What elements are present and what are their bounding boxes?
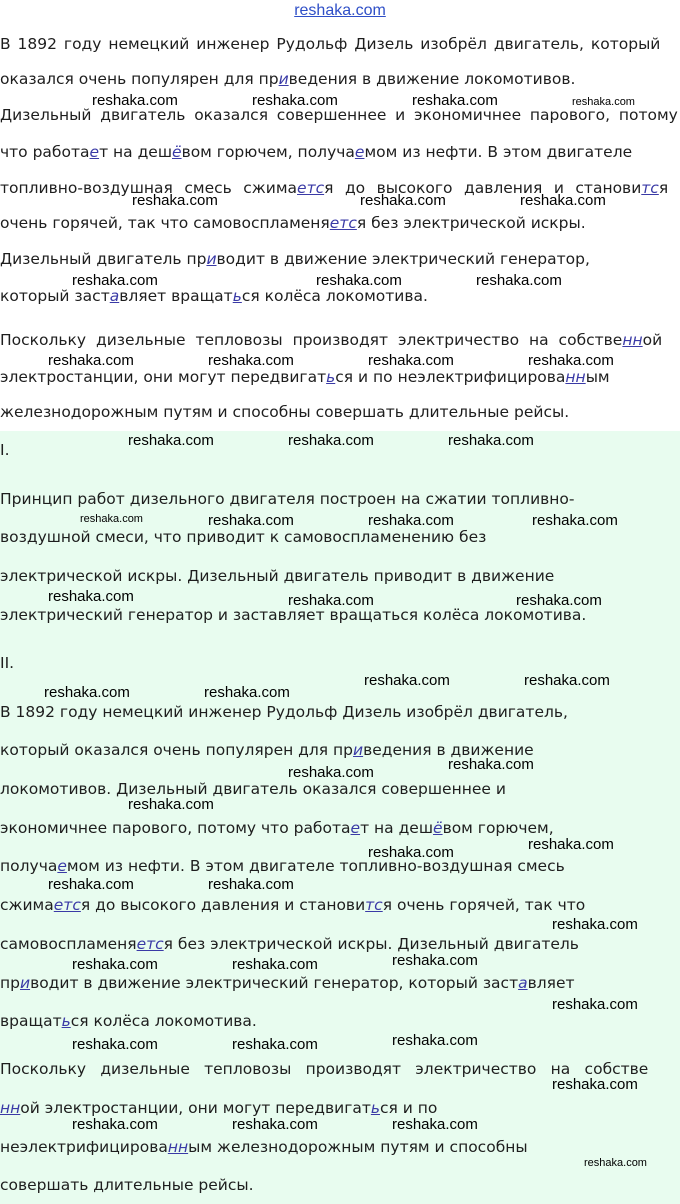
watermark: reshaka.com	[552, 996, 638, 1013]
highlighted-letters: и	[19, 974, 31, 992]
highlighted-letters: ё	[172, 143, 182, 161]
watermark: reshaka.com	[44, 684, 130, 701]
watermark: reshaka.com	[528, 352, 614, 369]
highlighted-letters: тс	[641, 179, 659, 197]
highlighted-letters: етс	[53, 896, 81, 914]
highlighted-letters: ь	[370, 1099, 381, 1117]
text-line: электрический генератор и заставляет вращаться колёса локомотива.	[0, 606, 587, 624]
highlighted-letters: ь	[326, 368, 336, 386]
watermark: reshaka.com	[368, 512, 454, 529]
highlighted-letters: етс	[297, 179, 325, 197]
text-line: В 1892 году немецкий инженер Рудольф Дизель изобрёл двигатель, который	[0, 35, 661, 53]
watermark: reshaka.com	[316, 272, 402, 289]
watermark: reshaka.com	[128, 432, 214, 449]
text-line: который заставляет вращаться колёса локомотива.	[0, 287, 428, 305]
highlighted-letters: етс	[329, 214, 357, 232]
watermark: reshaka.com	[448, 432, 534, 449]
watermark: reshaka.com	[128, 796, 214, 813]
watermark: reshaka.com	[448, 756, 534, 773]
watermark: reshaka.com	[364, 672, 450, 689]
watermark: reshaka.com	[572, 96, 635, 108]
text-line: который оказался очень популярен для приведения в движение	[0, 741, 534, 759]
highlighted-letters: а	[518, 974, 528, 992]
watermark: reshaka.com	[208, 876, 294, 893]
watermark: reshaka.com	[288, 432, 374, 449]
watermark: reshaka.com	[48, 588, 134, 605]
watermark: reshaka.com	[584, 1157, 647, 1169]
text-line: В 1892 году немецкий инженер Рудольф Дизель изобрёл двигатель,	[0, 703, 568, 721]
text-line: приводит в движение электрический генератор, который заставляет	[0, 974, 575, 992]
watermark: reshaka.com	[208, 512, 294, 529]
text-line: нной электростанции, они могут передвигаться и по	[0, 1099, 438, 1117]
watermark: reshaka.com	[528, 836, 614, 853]
highlighted-letters: нн	[622, 331, 643, 349]
text-line: экономичнее парового, потому что работает на дешёвом горючем,	[0, 819, 554, 837]
text-line: локомотивов. Дизельный двигатель оказался совершеннее и	[0, 780, 506, 798]
text-line: самовоспламеняется без электрической искры. Дизельный двигатель	[0, 935, 579, 953]
text-line: электрической искры. Дизельный двигатель приводит в движение	[0, 567, 555, 585]
highlighted-letters: и	[353, 741, 364, 759]
highlighted-letters: и	[278, 70, 289, 88]
text-line: Принцип работ дизельного двигателя построен на сжатии топливно-	[0, 490, 575, 508]
text-line: воздушной смеси, что приводит к самовоспламенению без	[0, 528, 487, 546]
watermark: reshaka.com	[288, 592, 374, 609]
text-line: электростанции, они могут передвигаться и по неэлектрифицированным	[0, 368, 610, 386]
watermark: reshaka.com	[80, 513, 143, 525]
highlighted-letters: и	[206, 250, 217, 268]
watermark: reshaka.com	[252, 92, 338, 109]
text-line: железнодорожным путям и способны совершать длительные рейсы.	[0, 403, 570, 421]
watermark: reshaka.com	[208, 352, 294, 369]
section-heading: II.	[0, 654, 15, 672]
watermark: reshaka.com	[92, 92, 178, 109]
highlighted-letters: е	[57, 857, 67, 875]
watermark: reshaka.com	[48, 352, 134, 369]
watermark: reshaka.com	[524, 672, 610, 689]
text-line: очень горячей, так что самовоспламеняется без электрической искры.	[0, 214, 586, 232]
site-link[interactable]: reshaka.com	[294, 2, 386, 19]
highlighted-letters: нн	[0, 1099, 21, 1117]
text-line: оказался очень популярен для приведения в движение локомотивов.	[0, 70, 576, 88]
highlighted-letters: е	[89, 143, 100, 161]
watermark: reshaka.com	[72, 956, 158, 973]
watermark: reshaka.com	[232, 1036, 318, 1053]
watermark: reshaka.com	[368, 352, 454, 369]
watermark: reshaka.com	[516, 592, 602, 609]
text-line: неэлектрифицированным железнодорожным путям и способны	[0, 1138, 528, 1156]
highlighted-letters: етс	[136, 935, 164, 953]
highlighted-letters: е	[354, 143, 365, 161]
highlighted-letters: ь	[61, 1012, 71, 1030]
watermark: reshaka.com	[232, 956, 318, 973]
watermark: reshaka.com	[392, 1032, 478, 1049]
highlighted-letters: ь	[232, 287, 242, 305]
watermark: reshaka.com	[48, 876, 134, 893]
watermark: reshaka.com	[552, 916, 638, 933]
highlighted-letters: тс	[365, 896, 383, 914]
highlighted-letters: ё	[433, 819, 443, 837]
text-line: Дизельный двигатель приводит в движение электрический генератор,	[0, 250, 590, 268]
watermark: reshaka.com	[532, 512, 618, 529]
highlighted-letters: нн	[565, 368, 586, 386]
text-line: Поскольку дизельные тепловозы производят электричество на собстве	[0, 1060, 649, 1078]
watermark: reshaka.com	[520, 192, 606, 209]
text-line: совершать длительные рейсы.	[0, 1176, 254, 1194]
watermark: reshaka.com	[360, 192, 446, 209]
watermark: reshaka.com	[72, 1116, 158, 1133]
watermark: reshaka.com	[72, 272, 158, 289]
text-line: Дизельный двигатель оказался совершеннее и экономичнее парового, потому	[0, 106, 678, 124]
highlighted-letters: е	[350, 819, 361, 837]
highlighted-letters: нн	[167, 1138, 189, 1156]
highlighted-letters: а	[109, 287, 120, 305]
watermark: reshaka.com	[72, 1036, 158, 1053]
watermark: reshaka.com	[392, 1116, 478, 1133]
watermark: reshaka.com	[552, 1076, 638, 1093]
text-line: топливно-воздушная смесь сжимается до высокого давления и становится	[0, 179, 669, 197]
text-line: получаемом из нефти. В этом двигателе топливно-воздушная смесь	[0, 857, 565, 875]
watermark: reshaka.com	[232, 1116, 318, 1133]
watermark: reshaka.com	[476, 272, 562, 289]
watermark: reshaka.com	[288, 764, 374, 781]
section-heading: I.	[0, 441, 10, 459]
text-line: Поскольку дизельные тепловозы производят электричество на собственной	[0, 331, 663, 349]
watermark: reshaka.com	[392, 952, 478, 969]
watermark: reshaka.com	[204, 684, 290, 701]
text-line: что работает на дешёвом горючем, получаемом из нефти. В этом двигателе	[0, 143, 633, 161]
text-line: вращаться колёса локомотива.	[0, 1012, 257, 1030]
watermark: reshaka.com	[412, 92, 498, 109]
watermark: reshaka.com	[368, 844, 454, 861]
watermark: reshaka.com	[132, 192, 218, 209]
text-line: сжимается до высокого давления и становится очень горячей, так что	[0, 896, 586, 914]
